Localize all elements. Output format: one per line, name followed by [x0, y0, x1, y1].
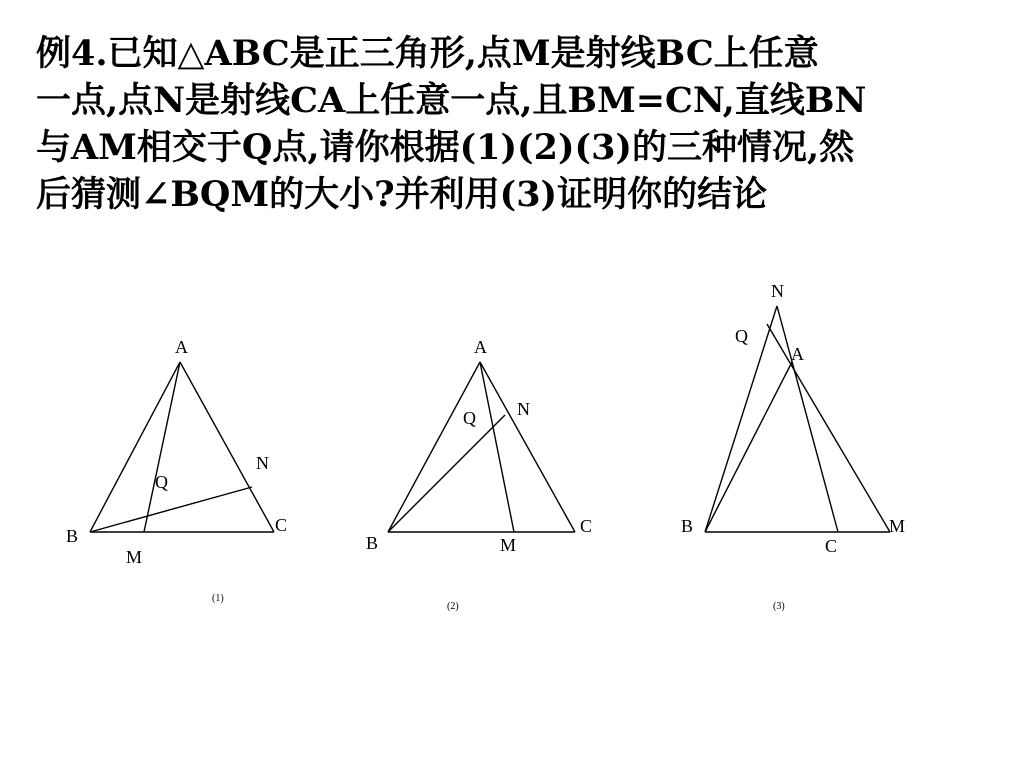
- fig3-label-b: B: [681, 516, 694, 536]
- fig2-label-q: Q: [463, 408, 476, 428]
- fig3-label-c: C: [825, 536, 838, 556]
- fig3-label-q: Q: [735, 326, 748, 346]
- fig2-label-m: M: [500, 535, 517, 555]
- fig1-label-n: N: [256, 453, 269, 473]
- fig2-line-bn: [388, 415, 505, 532]
- problem-line-3: 与AM相交于Q点,请你根据(1)(2)(3)的三种情况,然: [36, 127, 855, 168]
- problem-line-4: 后猜测∠BQM的大小?并利用(3)证明你的结论: [36, 174, 768, 215]
- fig3-label-a: A: [791, 344, 804, 364]
- fig3-line-mq: [767, 324, 890, 532]
- fig1-label-b: B: [66, 526, 79, 546]
- fig2-label-c: C: [580, 516, 593, 536]
- fig3-label-m: M: [889, 516, 906, 536]
- fig1-side-ab: [90, 362, 180, 532]
- fig1-label-q: Q: [155, 472, 168, 492]
- fig2-label-b: B: [366, 533, 379, 553]
- fig3-side-ab: [705, 362, 792, 532]
- problem-line-1: 例4.已知△ABC是正三角形,点M是射线BC上任意: [36, 33, 819, 74]
- fig2-caption: (2): [447, 601, 459, 612]
- fig3-line-an: [777, 306, 838, 532]
- figure-2: [366, 337, 592, 612]
- figure-1: [66, 337, 287, 604]
- fig1-label-c: C: [275, 515, 288, 535]
- fig1-side-ac: [180, 362, 274, 532]
- fig1-label-m: M: [126, 547, 143, 567]
- fig1-label-a: A: [175, 337, 188, 357]
- figure-3: [681, 281, 905, 612]
- fig2-label-a: A: [474, 337, 487, 357]
- fig1-line-bn: [90, 487, 252, 532]
- fig3-caption: (3): [773, 601, 785, 612]
- fig3-label-n: N: [771, 281, 784, 301]
- fig2-line-am: [480, 362, 514, 532]
- fig2-side-ab: [388, 362, 480, 532]
- fig1-line-am: [144, 362, 180, 532]
- problem-line-2: 一点,点N是射线CA上任意一点,且BM=CN,直线BN: [36, 80, 867, 121]
- fig2-label-n: N: [517, 399, 530, 419]
- fig1-caption: (1): [212, 593, 224, 604]
- fig2-side-ac: [480, 362, 575, 532]
